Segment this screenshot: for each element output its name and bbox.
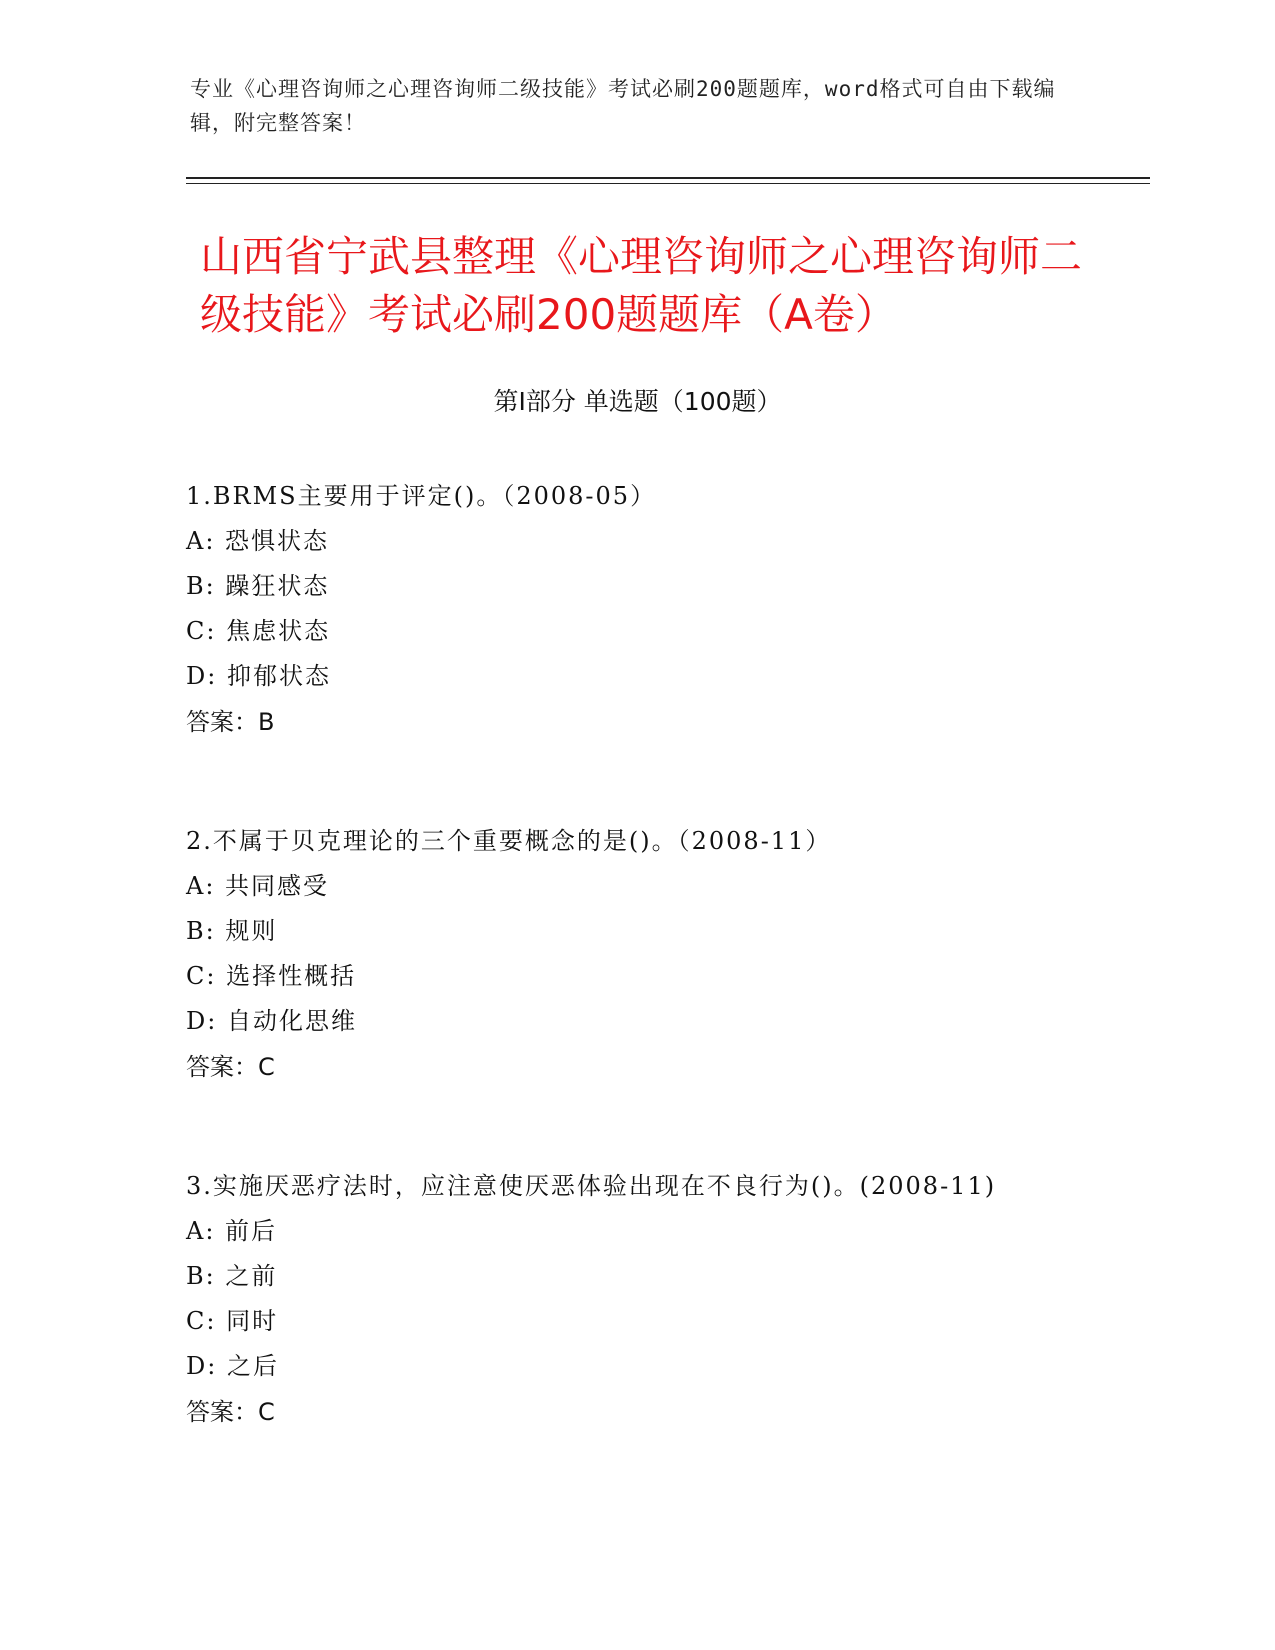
question-stem: 1.BRMS主要用于评定()。（2008-05） xyxy=(186,482,657,510)
option-d: D: 之后 xyxy=(186,1352,279,1380)
option-c: C: 同时 xyxy=(186,1307,279,1335)
option-c: C: 焦虑状态 xyxy=(186,617,331,645)
document-title: 山西省宁武县整理《心理咨询师之心理咨询师二级技能》考试必刷200题题库（A卷） xyxy=(200,232,1083,339)
option-d: D: 抑郁状态 xyxy=(186,662,331,690)
question-stem: 3.实施厌恶疗法时，应注意使厌恶体验出现在不良行为()。(2008-11) xyxy=(186,1172,997,1200)
option-a: A: 恐惧状态 xyxy=(186,527,330,555)
question-3 xyxy=(186,1164,1086,1435)
option-b: B: 规则 xyxy=(186,917,278,945)
option-b: B: 躁狂状态 xyxy=(186,572,330,600)
question-list xyxy=(186,474,1086,1509)
option-d: D: 自动化思维 xyxy=(186,1007,357,1035)
header-rule-thick xyxy=(186,177,1150,179)
answer: 答案：B xyxy=(186,708,275,736)
question-2 xyxy=(186,819,1086,1090)
option-c: C: 选择性概括 xyxy=(186,962,357,990)
question-stem: 2.不属于贝克理论的三个重要概念的是()。（2008-11） xyxy=(186,827,832,855)
answer: 答案：C xyxy=(186,1398,275,1426)
option-b: B: 之前 xyxy=(186,1262,278,1290)
answer: 答案：C xyxy=(186,1053,275,1081)
option-a: A: 前后 xyxy=(186,1217,278,1245)
section-heading: 第I部分 单选题（100题） xyxy=(493,387,782,416)
option-a: A: 共同感受 xyxy=(186,872,330,900)
question-1 xyxy=(186,474,1086,745)
header-rule-thin xyxy=(186,183,1150,184)
header-note: 专业《心理咨询师之心理咨询师二级技能》考试必刷200题题库，word格式可自由下载编辑，附完整答案！ xyxy=(190,77,1056,135)
